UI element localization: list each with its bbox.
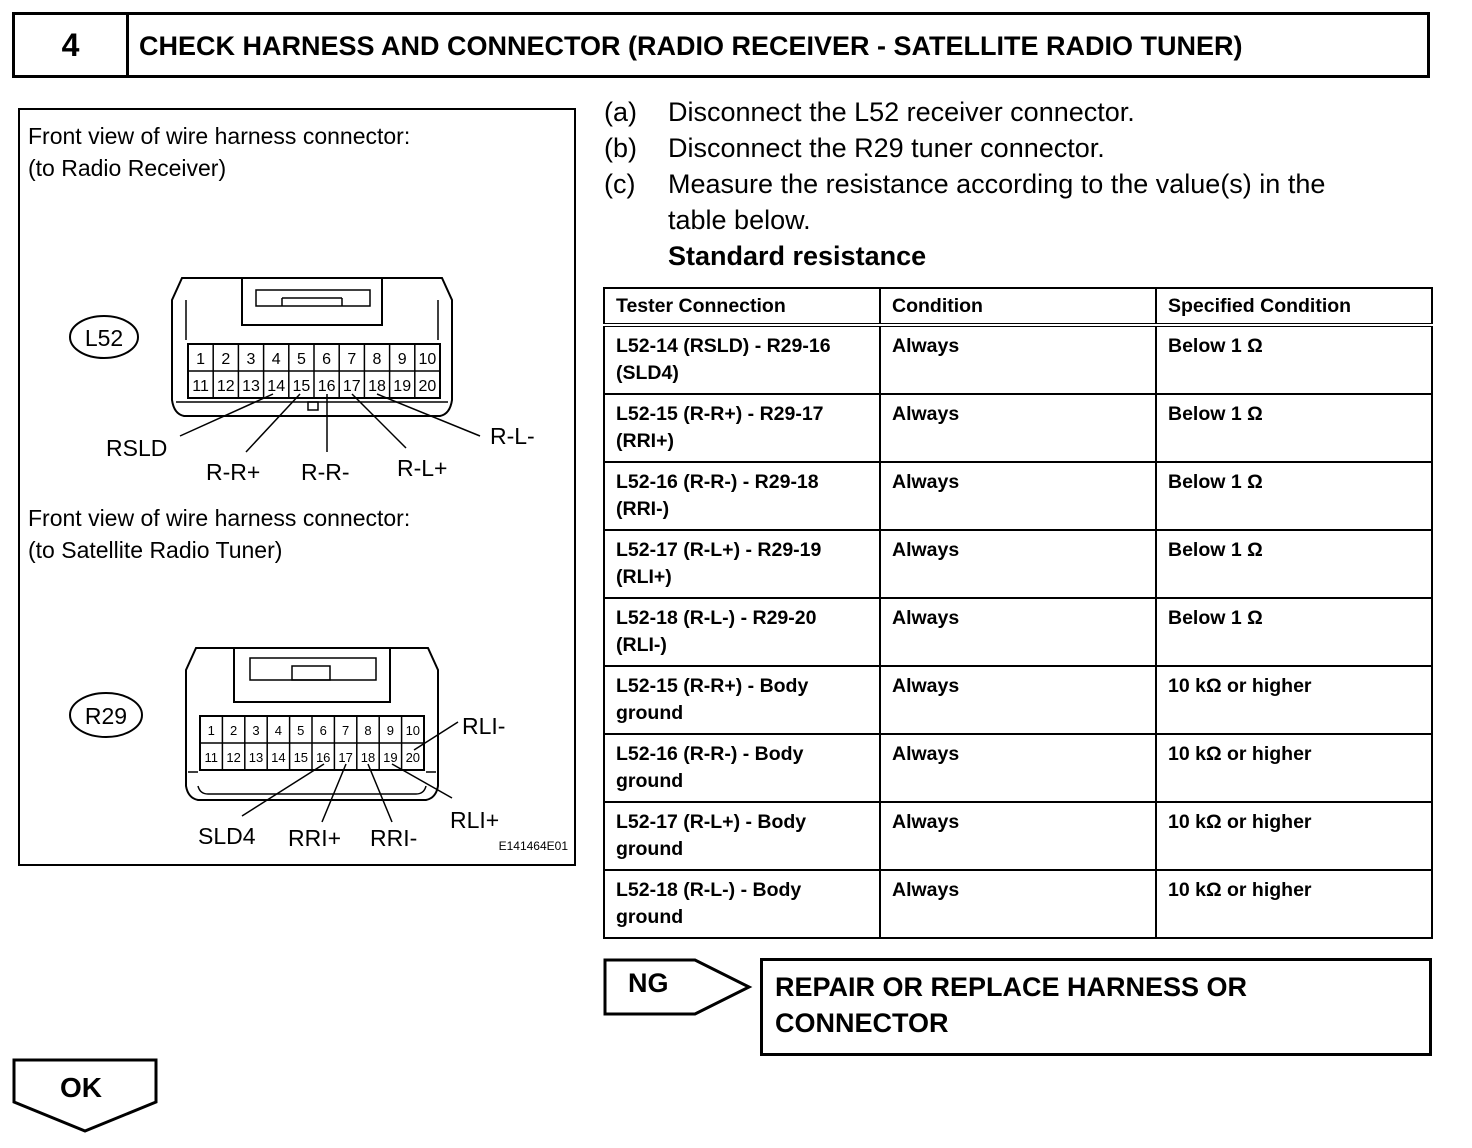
pin-number: 9 — [386, 723, 395, 738]
label-rli-minus: RLI- — [462, 713, 506, 739]
specified-condition-cell: Below 1 Ω — [1156, 530, 1432, 598]
specified-condition-cell: 10 kΩ or higher — [1156, 802, 1432, 870]
connection-line1: L52-16 (R-R-) - R29-18 — [616, 471, 819, 493]
pin-number: 8 — [364, 723, 372, 738]
connection-line2: ground — [616, 906, 684, 928]
pin-number: 18 — [368, 378, 386, 395]
pin-number: 4 — [271, 351, 281, 368]
standard-resistance-table — [603, 287, 1433, 939]
pin-number: 15 — [292, 378, 311, 395]
pin-number: 10 — [405, 723, 421, 738]
specified-condition-cell: Below 1 Ω — [1156, 598, 1432, 666]
pin-number: 16 — [315, 750, 331, 765]
table-row — [604, 870, 1432, 938]
pin-number: 1 — [207, 723, 215, 738]
tester-connection-cell — [604, 325, 880, 394]
pin-number: 13 — [242, 378, 260, 395]
connection-line2: (RRI+) — [616, 430, 674, 452]
header-condition: Condition — [880, 288, 1156, 325]
connection-line1: L52-18 (R-L-) - R29-20 — [616, 607, 817, 629]
caption-receiver-line2: (to Radio Receiver) — [28, 155, 227, 181]
tester-connection-cell — [604, 734, 880, 802]
label-r-r-plus: R-R+ — [206, 459, 261, 485]
pin-number: 5 — [296, 351, 306, 368]
standard-resistance-heading: Standard resistance — [668, 241, 927, 271]
condition-cell: Always — [880, 802, 1156, 870]
connection-line1: L52-17 (R-L+) - Body — [616, 811, 807, 833]
specified-condition-cell: 10 kΩ or higher — [1156, 870, 1432, 938]
label-rri-plus: RRI+ — [288, 825, 342, 851]
condition-cell: Always — [880, 598, 1156, 666]
instruction-c-text: Measure the resistance according to the value(s) in the — [668, 169, 1326, 199]
header-tester-connection: Tester Connection — [604, 288, 880, 325]
pin-number: 17 — [338, 750, 353, 765]
table-row — [604, 462, 1432, 530]
label-rsld: RSLD — [106, 435, 168, 461]
tester-connection-cell — [604, 802, 880, 870]
pin-number: 15 — [293, 750, 309, 765]
pin-number: 1 — [196, 351, 206, 368]
condition-cell: Always — [880, 462, 1156, 530]
table-row — [604, 802, 1432, 870]
tester-connection-cell — [604, 462, 880, 530]
connection-line2: (SLD4) — [616, 362, 679, 384]
pin-number: 20 — [418, 378, 437, 395]
instruction-a-label: (a) — [604, 97, 637, 127]
table-row — [604, 734, 1432, 802]
label-rli-plus: RLI+ — [450, 807, 500, 833]
connection-line1: L52-16 (R-R-) - Body — [616, 743, 804, 765]
connection-line1: L52-15 (R-R+) - Body — [616, 675, 809, 697]
label-r-l-minus: R-L- — [490, 423, 535, 449]
pin-number: 3 — [252, 723, 260, 738]
table-row — [604, 530, 1432, 598]
specified-condition-cell: 10 kΩ or higher — [1156, 666, 1432, 734]
pin-number: 16 — [317, 378, 336, 395]
pin-number: 7 — [347, 351, 357, 368]
pin-number: 10 — [418, 351, 437, 368]
connection-line2: (RLI-) — [616, 634, 667, 656]
ok-label: OK — [60, 1072, 102, 1103]
label-r-r-minus: R-R- — [301, 459, 350, 485]
condition-cell: Always — [880, 530, 1156, 598]
table-row — [604, 325, 1432, 394]
pin-number: 12 — [226, 750, 241, 765]
condition-cell: Always — [880, 870, 1156, 938]
pin-number: 12 — [216, 378, 235, 395]
label-r-l-plus: R-L+ — [397, 455, 448, 481]
instruction-c-label: (c) — [604, 169, 636, 199]
step-header — [12, 12, 1430, 78]
pin-number: 3 — [246, 351, 256, 368]
condition-cell: Always — [880, 734, 1156, 802]
specified-condition-cell: Below 1 Ω — [1156, 325, 1432, 394]
connector-r29 — [70, 648, 505, 851]
pin-number: 17 — [342, 378, 361, 395]
pin-number: 11 — [192, 378, 209, 395]
pin-number: 20 — [405, 750, 421, 765]
caption-receiver-line1: Front view of wire harness connector: — [28, 123, 411, 149]
pin-number: 11 — [204, 750, 218, 765]
pin-number: 2 — [221, 351, 231, 368]
pin-number: 14 — [267, 378, 286, 395]
step-number: 4 — [15, 15, 129, 75]
table-header-row — [604, 288, 1432, 325]
ng-result-line2: CONNECTOR — [775, 1008, 949, 1038]
table-row — [604, 394, 1432, 462]
connection-line2: (RLI+) — [616, 566, 672, 588]
ng-arrow-icon — [603, 958, 753, 1016]
pin-number: 2 — [229, 723, 238, 738]
tester-connection-cell — [604, 530, 880, 598]
label-rri-minus: RRI- — [370, 825, 418, 851]
pin-number: 8 — [372, 351, 382, 368]
condition-cell: Always — [880, 666, 1156, 734]
tester-connection-cell — [604, 394, 880, 462]
figure-code: E141464E01 — [498, 839, 568, 853]
pin-number: 5 — [297, 723, 305, 738]
caption-tuner-line2: (to Satellite Radio Tuner) — [28, 537, 283, 563]
pin-number: 19 — [383, 750, 398, 765]
connector-figure — [18, 108, 576, 866]
pin-number: 7 — [341, 723, 350, 738]
tester-connection-cell — [604, 666, 880, 734]
instruction-b-label: (b) — [604, 133, 637, 163]
specified-condition-cell: Below 1 Ω — [1156, 394, 1432, 462]
connector-diagram — [20, 110, 576, 866]
pin-number: 19 — [393, 378, 412, 395]
pin-number: 4 — [274, 723, 283, 738]
specified-condition-cell: Below 1 Ω — [1156, 462, 1432, 530]
connection-line1: L52-18 (R-L-) - Body — [616, 879, 802, 901]
pin-number: 13 — [248, 750, 264, 765]
instruction-a-text: Disconnect the L52 receiver connector. — [668, 97, 1135, 127]
connection-line1: L52-17 (R-L+) - R29-19 — [616, 539, 822, 561]
table-row — [604, 598, 1432, 666]
connection-line1: L52-14 (RSLD) - R29-16 — [616, 335, 831, 357]
instruction-b-text: Disconnect the R29 tuner connector. — [668, 133, 1105, 163]
pin-number: 18 — [360, 750, 376, 765]
specified-condition-cell: 10 kΩ or higher — [1156, 734, 1432, 802]
instruction-c-continued: table below. — [668, 205, 811, 235]
ng-label: NG — [628, 968, 669, 998]
ng-result-line1: REPAIR OR REPLACE HARNESS OR — [775, 972, 1248, 1002]
label-sld4: SLD4 — [198, 823, 256, 849]
step-title: CHECK HARNESS AND CONNECTOR (RADIO RECEIVER - SATELLITE RADIO TUNER) — [139, 31, 1243, 61]
connector-r29-id: R29 — [84, 703, 128, 729]
connection-line2: ground — [616, 838, 684, 860]
connector-l52 — [70, 278, 535, 485]
caption-tuner-line1: Front view of wire harness connector: — [28, 505, 411, 531]
ng-result-box — [760, 958, 1432, 1056]
tester-connection-cell — [604, 598, 880, 666]
header-specified-condition: Specified Condition — [1156, 288, 1432, 325]
pin-number: 9 — [397, 351, 407, 368]
pin-number: 14 — [271, 750, 286, 765]
condition-cell: Always — [880, 394, 1156, 462]
connection-line2: (RRI-) — [616, 498, 670, 520]
pin-number: 6 — [319, 723, 327, 738]
connector-l52-id: L52 — [84, 325, 124, 351]
table-row — [604, 666, 1432, 734]
condition-cell: Always — [880, 325, 1156, 394]
connection-line2: ground — [616, 702, 684, 724]
pin-number: 6 — [322, 351, 332, 368]
connection-line1: L52-15 (R-R+) - R29-17 — [616, 403, 824, 425]
connection-line2: ground — [616, 770, 684, 792]
tester-connection-cell — [604, 870, 880, 938]
